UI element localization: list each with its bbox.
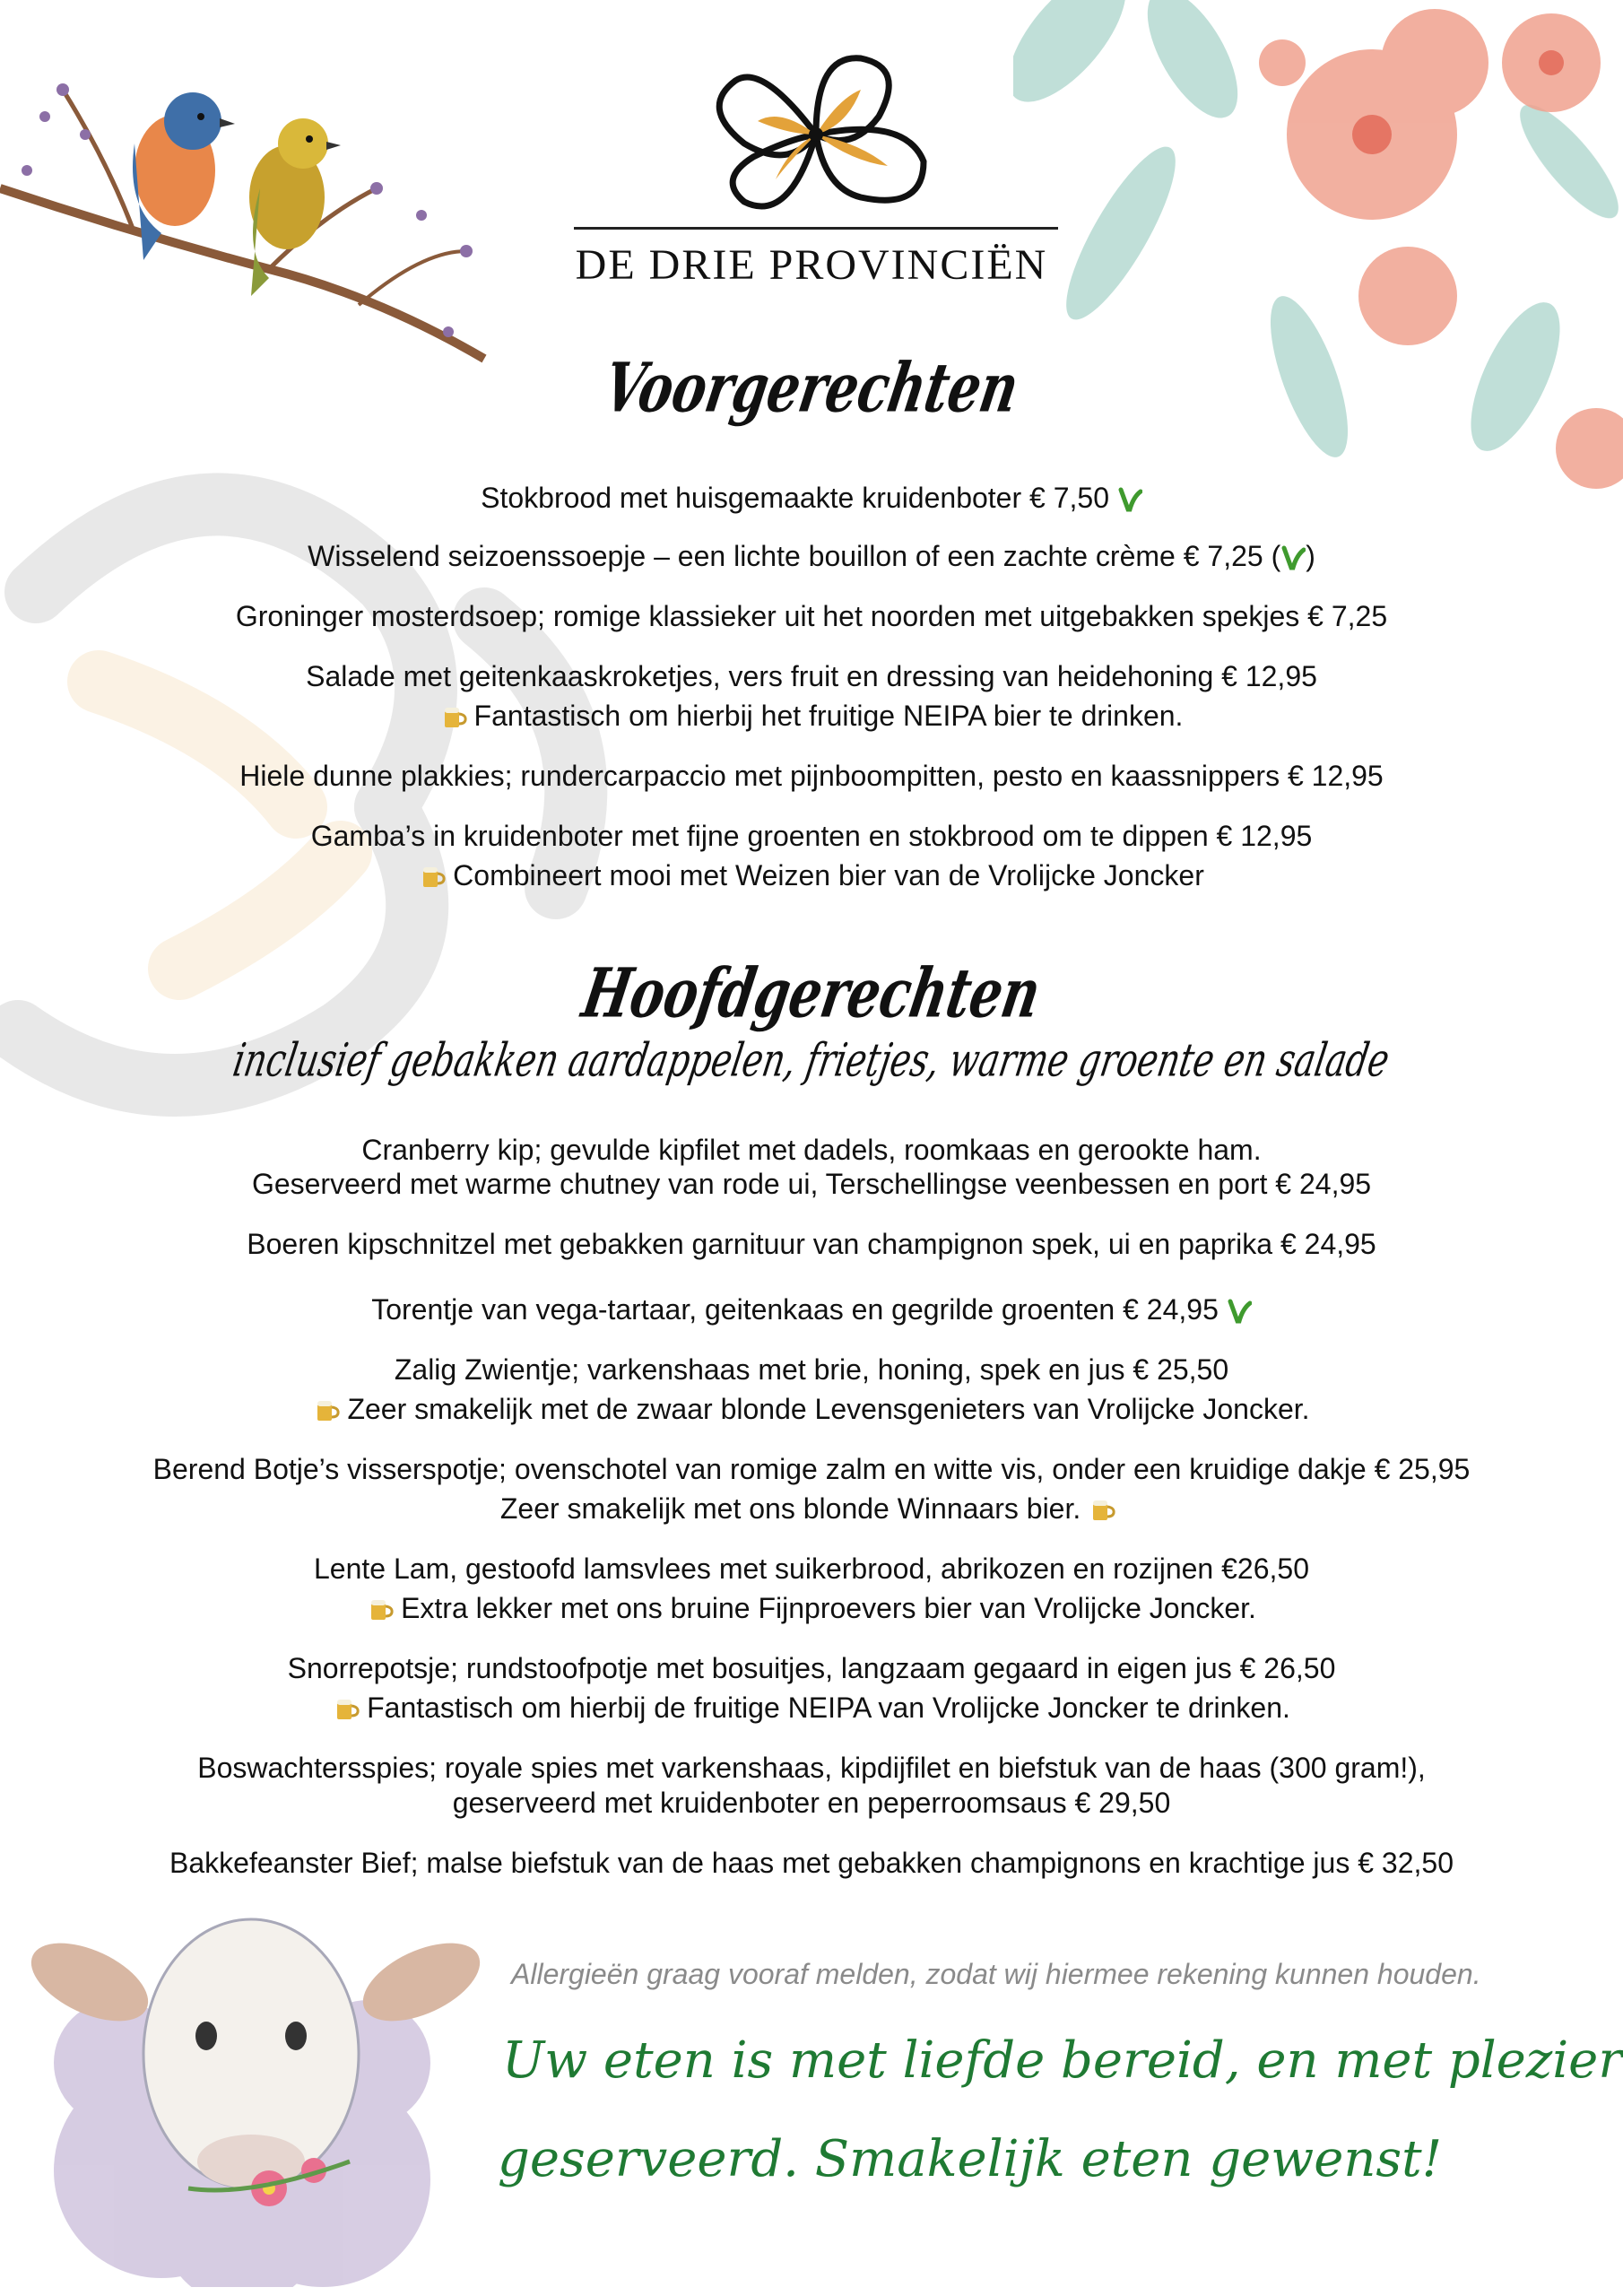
item-text: Groninger mosterdsoep; romige klassieker uit het noorden met uitgebakken spekjes € 7,25 xyxy=(235,600,1388,632)
mains-subtitle: inclusief gebakken aardappelen, frietjes, warme groente en salade xyxy=(229,1033,1394,1087)
item-text: Geserveerd met warme chutney van rode ui, Terschellingse veenbessen en port € 24,95 xyxy=(251,1168,1372,1200)
item-text: Gamba’s in kruidenboter met fijne groenten en stokbrood om te dippen € 12,95 xyxy=(310,820,1313,852)
item-text: Berend Botje’s visserspotje; ovenschotel van romige zalm en witte vis, onder een kruidige dakje € 25,95 xyxy=(152,1453,1471,1485)
menu-item xyxy=(0,1352,1623,1387)
menu-item xyxy=(0,1132,1623,1168)
item-text: Hiele dunne plakkies; rundercarpaccio met pijnboompitten, pesto en kaassnippers € 12,95 xyxy=(239,760,1384,792)
item-text: Cranberry kip; gevulde kipfilet met dadels, roomkaas en gerookte ham. xyxy=(361,1134,1262,1166)
item-text: Bakkefeanster Bief; malse biefstuk van de haas met gebakken champignons en krachtige jus € 32,50 xyxy=(169,1847,1454,1879)
pairing-text: Zeer smakelijk met de zwaar blonde Levensgenieters van Vrolijcke Joncker. xyxy=(347,1393,1310,1425)
beer-icon xyxy=(333,1696,361,1721)
beer-pairing xyxy=(0,1590,1623,1626)
vegetarian-icon xyxy=(1117,486,1142,513)
beer-icon xyxy=(1089,1497,1117,1522)
menu-item xyxy=(0,758,1623,794)
menu-item xyxy=(0,480,1623,516)
beer-pairing xyxy=(0,698,1623,734)
pairing-text: Fantastisch om hierbij het fruitige NEIPA bier te drinken. xyxy=(473,700,1184,732)
menu-item xyxy=(0,1451,1623,1487)
item-text-close: ) xyxy=(1306,540,1315,572)
item-text: Wisselend seizoenssoepje – een lichte bouillon of een zachte crème € 7,25 ( xyxy=(308,540,1281,572)
pairing-text: Combineert mooi met Weizen bier van de Vrolijcke Joncker xyxy=(453,859,1204,891)
menu-item xyxy=(0,1750,1623,1786)
vegetarian-icon xyxy=(1227,1298,1252,1325)
item-text: Snorrepotsje; rundstoofpotje met bosuitjes, langzaam gegaard in eigen jus € 26,50 xyxy=(287,1652,1336,1684)
menu-item xyxy=(0,658,1623,694)
menu-item xyxy=(0,1226,1623,1262)
item-text: Zalig Zwientje; varkenshaas met brie, honing, spek en jus € 25,50 xyxy=(394,1353,1229,1386)
item-text: Boswachtersspies; royale spies met varkenshaas, kipdijfilet en biefstuk van de haas (300 gram!), xyxy=(197,1752,1426,1784)
menu-item-continued xyxy=(0,1166,1623,1202)
sheep-illustration xyxy=(27,1901,484,2287)
closing-line-1: Uw eten is met liefde bereid, en met plezier xyxy=(502,2031,1623,2090)
logo-flower-icon xyxy=(681,45,950,224)
item-text: Salade met geitenkaaskroketjes, vers fruit en dressing van heidehoning € 12,95 xyxy=(306,660,1317,692)
menu-item xyxy=(0,1551,1623,1587)
beer-icon xyxy=(313,1397,342,1422)
beer-icon xyxy=(367,1596,395,1622)
allergy-note: Allergieën graag vooraf melden, zodat wij hiermee rekening kunnen houden. xyxy=(511,1958,1481,1990)
closing-line-2: geserveerd. Smakelijk eten gewenst! xyxy=(498,2130,1443,2188)
beer-icon xyxy=(440,704,469,729)
menu-item-continued xyxy=(0,1785,1623,1821)
mains-heading-wrap xyxy=(0,953,1623,1034)
mains-heading: Hoofdgerechten xyxy=(577,953,1046,1034)
birds-branch-illustration xyxy=(0,36,502,377)
menu-item xyxy=(0,538,1623,574)
menu-item xyxy=(0,1845,1623,1881)
menu-item xyxy=(0,598,1623,634)
pairing-text: Fantastisch om hierbij de fruitige NEIPA van Vrolijcke Joncker te drinken. xyxy=(367,1692,1290,1724)
logo-rule xyxy=(574,227,1058,230)
item-text: Stokbrood met huisgemaakte kruidenboter € 7,50 xyxy=(481,482,1109,514)
beer-pairing xyxy=(0,1690,1623,1726)
item-text: Torentje van vega-tartaar, geitenkaas en gegrilde groenten € 24,95 xyxy=(371,1293,1219,1326)
beer-pairing xyxy=(0,857,1623,893)
menu-item xyxy=(0,818,1623,854)
beer-pairing xyxy=(0,1491,1623,1526)
starters-heading: Voorgerechten xyxy=(598,348,1025,429)
beer-icon xyxy=(419,864,447,889)
brand-name: DE DRIE PROVINCIËN xyxy=(575,241,1048,289)
beer-pairing xyxy=(0,1391,1623,1427)
menu-item xyxy=(0,1650,1623,1686)
item-text: Boeren kipschnitzel met gebakken garnituur van champignon spek, ui en paprika € 24,95 xyxy=(247,1228,1376,1260)
mains-subtitle-wrap xyxy=(0,1033,1623,1087)
pairing-text: Extra lekker met ons bruine Fijnproevers bier van Vrolijcke Joncker. xyxy=(401,1592,1256,1624)
pairing-text: Zeer smakelijk met ons blonde Winnaars bier. xyxy=(499,1492,1081,1525)
starters-heading-wrap xyxy=(0,348,1623,429)
vegetarian-icon xyxy=(1280,544,1306,571)
item-text: Lente Lam, gestoofd lamsvlees met suikerbrood, abrikozen en rozijnen €26,50 xyxy=(314,1552,1309,1585)
menu-item xyxy=(0,1292,1623,1327)
item-text: geserveerd met kruidenboter en peperroomsaus € 29,50 xyxy=(452,1787,1171,1819)
